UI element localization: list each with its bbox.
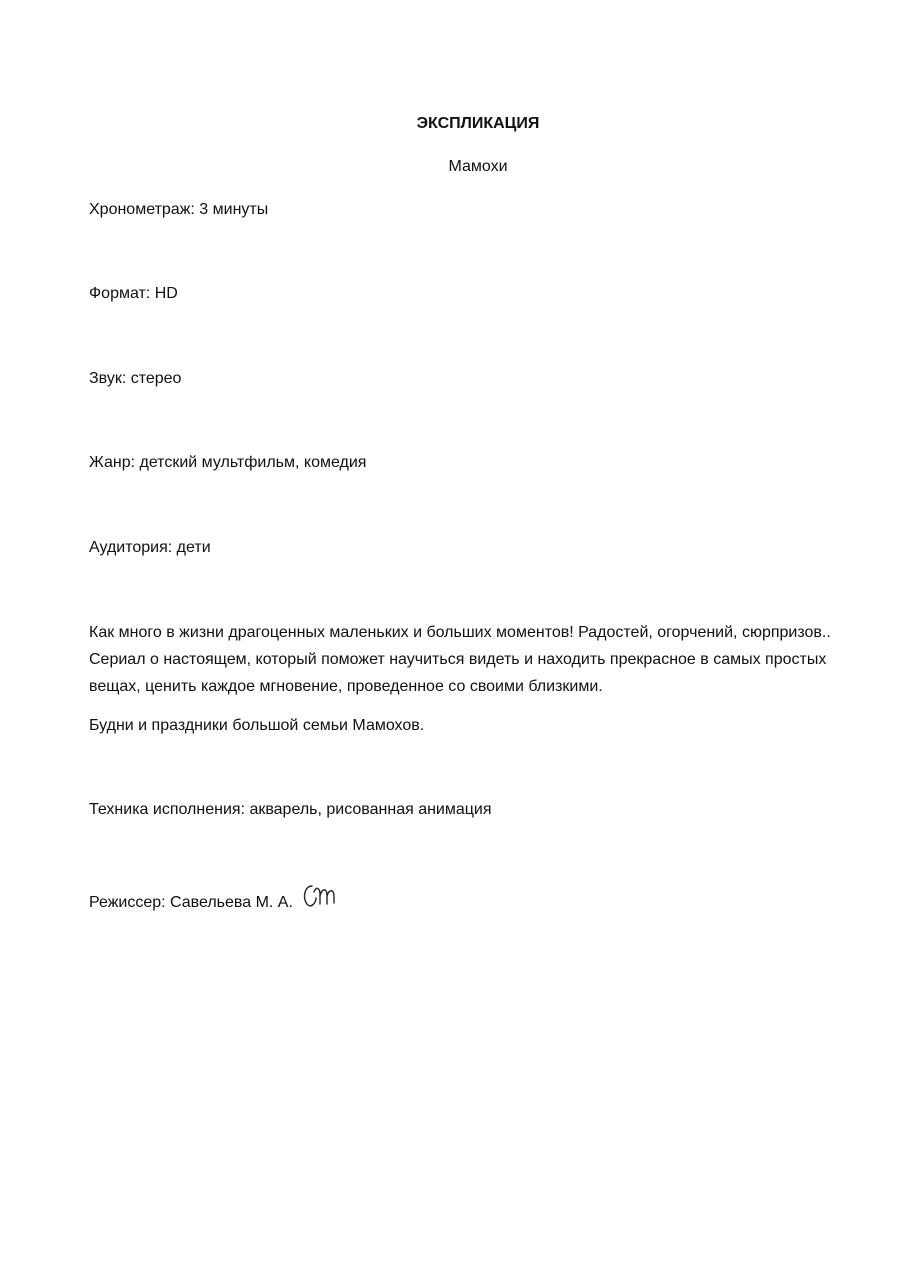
document-title: ЭКСПЛИКАЦИЯ — [416, 115, 540, 132]
summary-paragraph: Будни и праздники большой семьи Мамохов. — [89, 717, 425, 734]
genre-field: Жанр: детский мультфильм, комедия — [89, 454, 367, 471]
technique-field: Техника исполнения: акварель, рисованная анимация — [89, 801, 492, 818]
duration-field: Хронометраж: 3 минуты — [89, 201, 269, 218]
director-field: Режиссер: Савельева М. А. — [89, 894, 293, 911]
description-paragraph: Как много в жизни драгоценных маленьких и больших моментов! Радостей, огорчений, сюрпризов.. Сериал о настоящем, который поможет научиться видеть и находить прекрасное в самых простых вещах, ценить каждое мгновение, проведенное со своими близкими. — [89, 624, 831, 695]
handwritten-signature — [300, 880, 340, 914]
format-field: Формат: HD — [89, 285, 178, 302]
audience-field: Аудитория: дети — [89, 539, 211, 556]
document-subtitle: Мамохи — [448, 158, 508, 175]
sound-field: Звук: стерео — [89, 370, 182, 387]
